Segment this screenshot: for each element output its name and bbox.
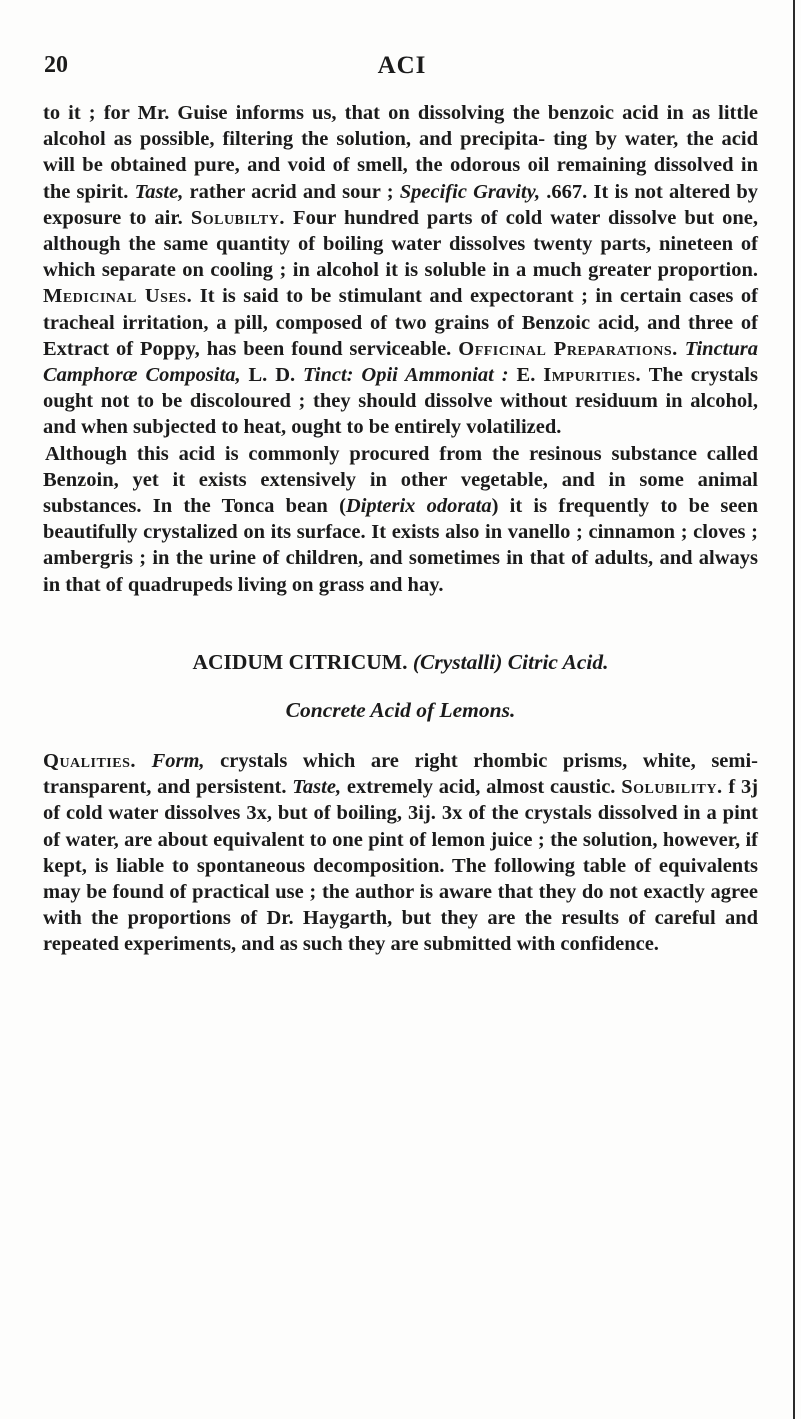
benzoic-paragraph-1 (43, 100, 758, 441)
medicinal-uses-text: It is said to be stimulant and expectorant ; in certain cases of tracheal irritation, a pill, composed of two grains of Benzoic acid, and three of Extract of Poppy, has been found serviceable. (43, 285, 759, 360)
officinal-prep-2: Tinct: Opii Ammoniat : (303, 364, 509, 387)
form-text: crystals which are right rhombic prisms, white, semi-transparent, and persistent. (43, 750, 759, 799)
officinal-prep-1-source: L. D. (240, 364, 304, 387)
benzoic-line: ting by water, the acid will be obtained pure, and void of smell, (43, 128, 759, 177)
citric-acid-text (43, 748, 758, 958)
page-edge-line (793, 0, 795, 1419)
page-number: 20 (44, 52, 68, 78)
benzoic-acid-text (43, 100, 758, 598)
page-header (44, 52, 760, 86)
citric-heading-paren: (Crystalli) (412, 650, 503, 674)
citric-taste-text: extremely acid, almost caustic. (341, 776, 616, 799)
medicinal-uses-label: Medicinal Uses. (43, 285, 193, 308)
citric-heading-main: ACIDUM CITRICUM. (192, 650, 408, 674)
officinal-preparations-label: Officinal Preparations. (458, 337, 678, 360)
specific-gravity-text: .667. It is not altered by exposure to air. (43, 180, 759, 229)
specific-gravity-label: Specific Gravity, (399, 180, 541, 203)
impurities-text: The crystals ought not to be discoloured ; they should dissolve without residuum in alcohol, and when subjected to heat, ought to be entirely volatilized. (43, 364, 758, 439)
citric-solubility-text: f 3j of cold water dissolves 3x, but of boiling, 3ij. 3x of the crystals dissolved in a pint of water, are about equivalent to one pint of lemon juice ; the solution, however, if kept, is liable to spontaneous decomposition. The following table of equivalents may be found of practical use ; the author is aware that they do not exactly agree with the proportions of Dr. Haygarth, but they are the results of careful and repeated experiments, and as such they are submitted with confidence. (43, 776, 759, 956)
solubility-text: Four hundred parts of cold water dissolve but one, although the same quantity of boiling water dissolves twenty parts, nineteen of which separate on cooling ; in alcohol it is soluble in a much greater proportion. (43, 206, 759, 282)
citric-heading-english: Citric Acid. (507, 650, 609, 674)
citric-acid-heading (43, 650, 758, 675)
solubility-label: Solubilty. (190, 206, 285, 229)
taste-text: rather acrid and sour ; (183, 180, 394, 203)
officinal-prep-1: Tinctura Camphoræ Composita, (43, 337, 759, 387)
citric-taste-label: Taste, (292, 776, 342, 799)
benzoic-paragraph-2 (43, 441, 758, 598)
impurities-label: Impurities. (543, 364, 642, 387)
citric-acid-subheading: Concrete Acid of Lemons. (285, 698, 516, 722)
benzoic-paragraph-2-b: ) it is frequently to be seen beautifully crystalized on its surface. It exists also in vanello ; cinnamon ; cloves ; ambergris ; in the urine of children, and sometimes in that of adults, and always in that of quadrupeds living on grass and hay. (43, 495, 759, 596)
citric-paragraph (43, 748, 758, 958)
benzoic-line: to it ; for Mr. Guise informs us, that on dissolving the benzoic acid (43, 102, 659, 124)
running-head: ACI (377, 52, 427, 79)
benzoic-line: the odorous oil remaining dissolved in the spirit. (43, 154, 758, 203)
benzoic-line: in as little alcohol as possible, filtering the solution, and precipita- (43, 102, 759, 151)
species-name: Dipterix odorata (345, 495, 492, 518)
form-label: Form, (151, 750, 205, 772)
qualities-label: Qualities. (43, 750, 136, 772)
taste-label: Taste, (134, 180, 184, 203)
benzoic-paragraph-2-a: Although this acid is commonly procured from the resinous substance called Benzoin, yet it exists extensively in other vegetable, and in some animal substances. In the Tonca bean ( (43, 442, 758, 518)
citric-solubility-label: Solubility. (621, 776, 723, 799)
officinal-prep-2-source: E. (508, 364, 544, 387)
